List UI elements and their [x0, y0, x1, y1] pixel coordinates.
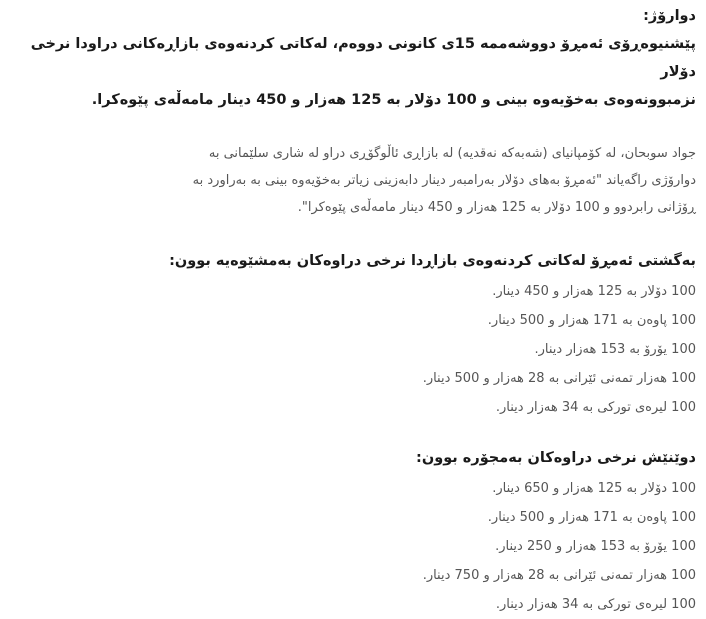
rate-item: 100 لیرەی تورکی بە 34 هەزار دینار.	[495, 597, 696, 612]
quote-line: ڕۆژانی رابردوو و 100 دۆلار بە 125 هەزار و 450 دینار مامەڵەی پێوەکرا".	[297, 200, 696, 215]
opening-rates-heading: بەگشتی ئەمڕۆ لەکاتی کردنەوەی بازاڕدا نرخی دراوەکان بەمشێوەیە بوون:	[169, 253, 696, 269]
lead-line: پێشنیوەڕۆی ئەمڕۆ دووشەممە 15ی کانونی دووەم، لەکاتی کردنەوەی بازاڕەکانی دراودا نرخی دۆلار	[30, 36, 696, 80]
quote-paragraph	[10, 140, 696, 221]
rate-item: 100 هەزار تمەنی ئێرانی بە 28 هەزار و 750 دینار.	[422, 568, 696, 583]
rate-item: 100 هەزار تمەنی ئێرانی بە 28 هەزار و 500 دینار.	[422, 371, 696, 386]
quote-line: جواد سوبحان، لە کۆمپانیای (شەبەکە نەقدیە) لە بازاڕی ئاڵوگۆڕی دراو لە شاری سلێمانی بە	[208, 146, 696, 161]
rate-item: 100 یۆرۆ بە 153 هەزار و 250 دینار.	[495, 539, 696, 554]
yesterday-rates-list	[10, 474, 696, 619]
opening-rates-list	[10, 277, 696, 422]
rate-item: 100 دۆلار بە 125 هەزار و 450 دینار.	[492, 284, 696, 299]
quote-line: دوارۆژی راگەیاند "ئەمڕۆ بەهای دۆلار بەرامبەر دینار دابەزینی زیاتر بەخۆیەوە بینی بە بەراورد بە	[192, 173, 696, 188]
rate-item: 100 یۆرۆ بە 153 هەزار دینار.	[534, 342, 696, 357]
rate-item: 100 دۆلار بە 125 هەزار و 650 دینار.	[492, 481, 696, 496]
yesterday-rates-heading: دوێنێش نرخی دراوەکان بەمجۆرە بوون:	[416, 450, 696, 466]
lead-line: نزمبوونەوەی بەخۆیەوە بینی و 100 دۆلار بە 125 هەزار و 450 دینار مامەڵەی پێوەکرا.	[91, 92, 696, 108]
rate-item: 100 پاوەن بە 171 هەزار و 500 دینار.	[487, 510, 696, 525]
rate-item: 100 پاوەن بە 171 هەزار و 500 دینار.	[487, 313, 696, 328]
rate-item: 100 لیرەی تورکی بە 34 هەزار دینار.	[495, 400, 696, 415]
lead-paragraph	[10, 30, 696, 114]
source-label: دوارۆژ:	[643, 8, 696, 24]
